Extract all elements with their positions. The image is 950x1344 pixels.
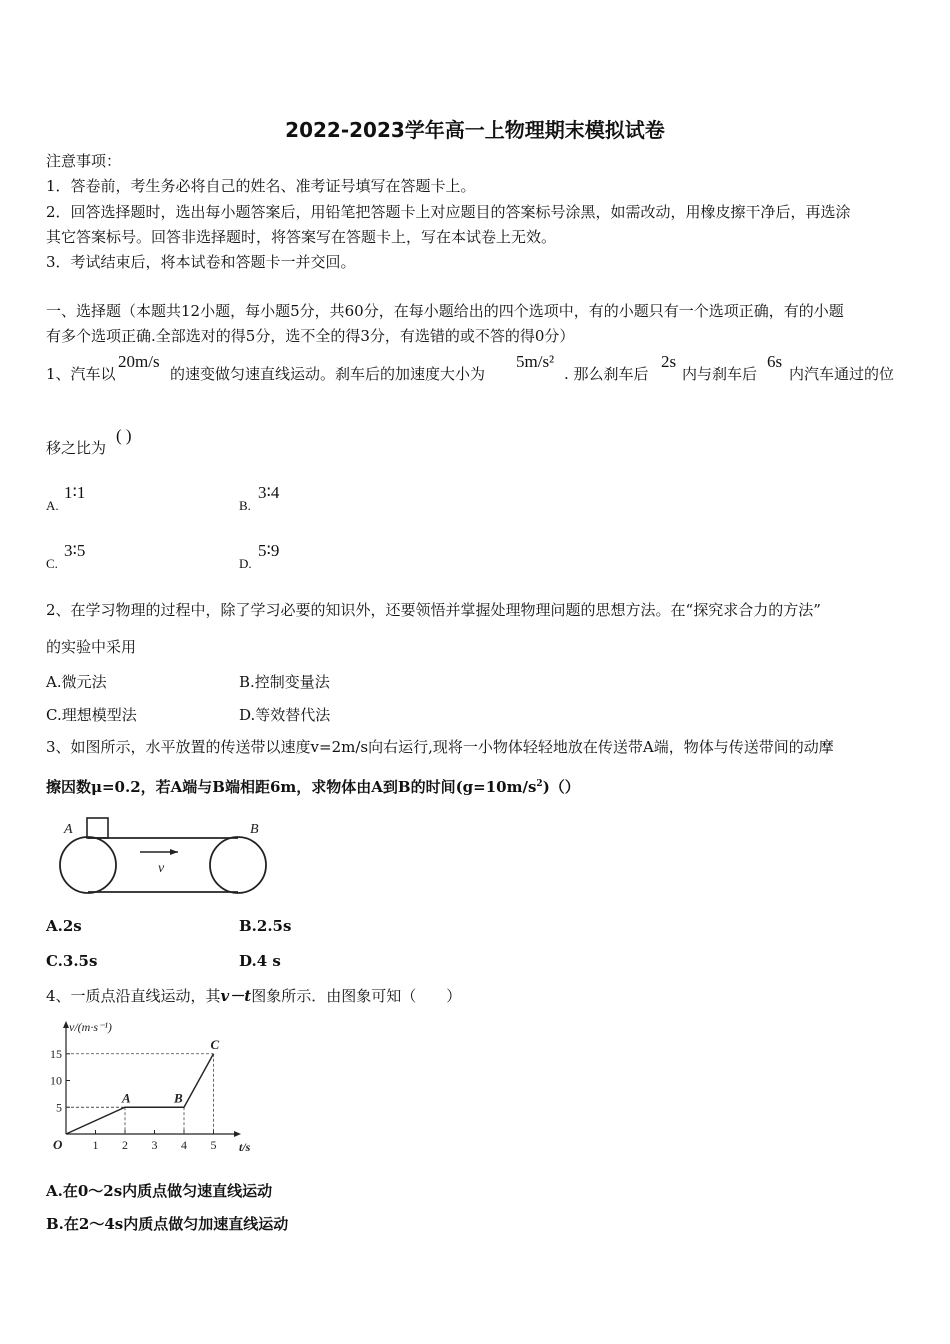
q3-text: 3、如图所示，水平放置的传送带以速度v=2m/s向右运行,现将一小物体轻轻地放在传送带A端，物体与传送带间的动摩 [46, 738, 834, 756]
q1-answer-paren: ( ) [116, 426, 132, 445]
belt-block [87, 818, 108, 838]
label-v: v [158, 861, 165, 876]
q1-speed: 20m/s [118, 352, 160, 371]
point-label: A [122, 1090, 131, 1106]
notice-item: 2．回答选择题时，选出每小题答案后，用铅笔把答题卡上对应题目的答案标号涂黑，如需改动，用橡皮擦干净后，再选涂 [46, 203, 851, 221]
q1-option-b-value: 3∶4 [258, 483, 280, 502]
y-tick-label: 5 [56, 1100, 62, 1115]
q3-superscript: 2 [536, 779, 543, 789]
q2-option-c: C.理想模型法 [46, 706, 137, 724]
x-tick-label: 1 [92, 1138, 99, 1152]
q3-text [46, 774, 580, 797]
section-instructions: 有多个选项正确.全部选对的得5分，选不全的得3分，有选错的或不答的得0分） [46, 327, 575, 345]
q4-option-a: A.在0～2s内质点做匀速直线运动 [46, 1182, 273, 1200]
right-pulley [210, 837, 266, 893]
q4-text [46, 986, 461, 1006]
q2-text: 的实验中采用 [46, 638, 137, 656]
notice-item: 1．答卷前，考生务必将自己的姓名、准考证号填写在答题卡上。 [46, 177, 476, 195]
conveyor-belt-figure [56, 814, 270, 896]
q1-text: 内汽车通过的位 [789, 365, 895, 383]
notice-item: 3．考试结束后，将本试卷和答题卡一并交回。 [46, 253, 356, 271]
section-instructions: 一、选择题（本题共12小题，每小题5分，共60分，在每小题给出的四个选项中，有的小题只有一个选项正确，有的小题 [46, 302, 844, 320]
x-tick-label: 4 [181, 1138, 187, 1152]
q3-option-d: D.4 s [239, 952, 281, 970]
q1-time-1: 2s [661, 352, 677, 371]
vt-chart [40, 1016, 270, 1156]
q1-option-d-label: D. [239, 556, 252, 571]
q1-option-d-value: 5∶9 [258, 541, 280, 560]
q4-text-a: 4、一质点沿直线运动，其 [46, 987, 221, 1005]
q3-option-c: C.3.5s [46, 952, 98, 970]
y-tick-label: 15 [50, 1046, 62, 1061]
q1-option-b-label: B. [239, 498, 251, 513]
point-label: O [53, 1137, 63, 1152]
notice-heading: 注意事项： [46, 152, 122, 170]
q1-text: 1、汽车以 [46, 365, 116, 383]
left-pulley [60, 837, 116, 893]
y-tick-label: 10 [50, 1073, 62, 1088]
q2-text: 2、在学习物理的过程中，除了学习必要的知识外，还要领悟并掌握处理物理问题的思想方法。在“探究求合力的方法” [46, 601, 821, 619]
q4-text-b: 图象所示．由图象可知（ ） [251, 987, 462, 1005]
q1-text: 内与刹车后 [682, 365, 758, 383]
label-b: B [250, 822, 259, 837]
q4-vt: v－t [220, 987, 252, 1005]
x-tick-label: 5 [210, 1138, 217, 1152]
x-tick-label: 3 [151, 1138, 158, 1152]
x-axis-arrow [234, 1131, 241, 1137]
page-title: 2022-2023学年高一上物理期末模拟试卷 [285, 118, 665, 142]
label-a: A [64, 822, 73, 837]
point-label: C [210, 1036, 220, 1052]
q1-option-a-value: 1∶1 [64, 483, 86, 502]
q2-option-d: D.等效替代法 [239, 706, 331, 724]
q1-option-a-label: A. [46, 498, 59, 513]
point-label: B [174, 1090, 183, 1106]
q3-option-b: B.2.5s [239, 917, 292, 935]
y-axis-label: v/(m·s⁻¹) [69, 1020, 112, 1034]
notice-item: 其它答案标号。回答非选择题时，将答案写在答题卡上，写在本试卷上无效。 [46, 228, 557, 246]
q1-option-c-label: C. [46, 556, 58, 571]
q3-option-a: A.2s [46, 917, 82, 935]
q3-text-b: )（） [542, 778, 580, 796]
q1-text: 移之比为 [46, 439, 107, 457]
q1-option-c-value: 3∶5 [64, 541, 86, 560]
q1-text: 的速变做匀速直线运动。刹车后的加速度大小为 [170, 365, 486, 383]
q2-option-b: B.控制变量法 [239, 673, 330, 691]
x-axis-label: t/s [239, 1140, 251, 1154]
x-tick-label: 2 [122, 1138, 128, 1152]
q4-option-b: B.在2～4s内质点做匀加速直线运动 [46, 1215, 289, 1233]
q1-time-2: 6s [767, 352, 783, 371]
q1-acceleration: 5m/s² [516, 352, 555, 371]
q1-text: . 那么刹车后 [564, 365, 649, 383]
velocity-arrow-head [170, 849, 178, 855]
series-line [66, 1054, 214, 1134]
q2-option-a: A.微元法 [46, 673, 107, 691]
q3-text-a: 擦因数μ=0.2，若A端与B端相距6m，求物体由A到B的时间(g=10m/s [46, 778, 537, 796]
